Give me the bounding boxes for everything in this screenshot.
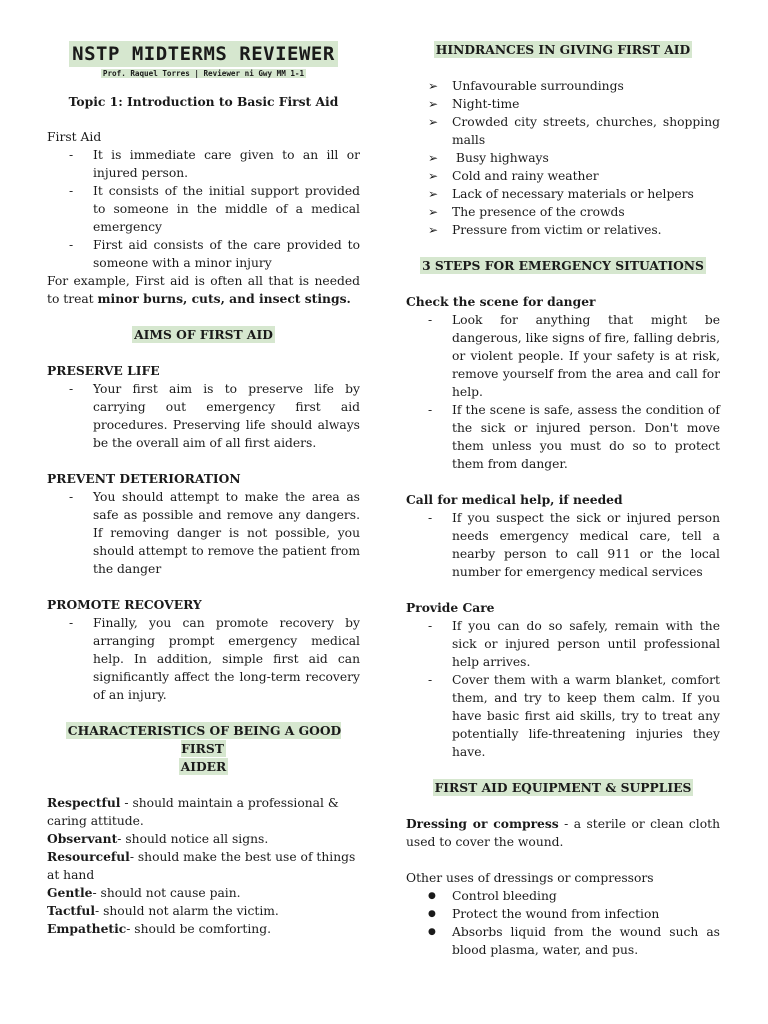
arrow-bullet-icon: ➢ [428,169,439,183]
section-title: PRESERVE LIFE [47,363,160,378]
list-item: ➢ Pressure from victim or relatives. [428,223,662,237]
arrow-bullet-icon: ➢ [428,151,439,165]
list-item: - Cover them with a warm blanket, comfort them, and try to keep them calm. If you have basic first aid skills, try to treat any potentially life-threatening injuries they have. [406,671,720,761]
section-title: PROMOTE RECOVERY [47,597,202,612]
section-title: Provide Care [406,600,495,615]
list-item: ➢ Cold and rainy weather [428,169,599,183]
section-title: PREVENT DETERIORATION [47,471,241,486]
list-item: - It consists of the initial support provided to someone in the middle of a medical emergency [47,182,360,236]
document-subtitle: Prof. Raquel Torres | Reviewer ni Gwy MM 1-1 [102,69,305,78]
characteristic-item: Observant- should notice all signs. [47,831,269,846]
characteristic-item: Resourceful- should make the best use of things at hand [47,849,356,882]
list-item: ➢ Night-time [428,97,520,111]
characteristic-item: Tactful- should not alarm the victim. [47,903,279,918]
section-title: Call for medical help, if needed [406,492,623,507]
arrow-bullet-icon: ➢ [428,79,439,93]
arrow-bullet-icon: ➢ [428,223,439,237]
list-item: ➢ Unfavourable surroundings [428,79,624,93]
arrow-bullet-icon: ➢ [428,205,439,219]
document-title: NSTP MIDTERMS REVIEWER [69,41,338,67]
hindrances-list [406,77,720,239]
arrow-bullet-icon: ➢ [428,97,439,111]
characteristic-item: Respectful - should maintain a professional & caring attitude. [47,795,339,828]
uses-list [406,887,720,959]
list-item: ➢ Crowded city streets, churches, shopping malls [428,115,720,147]
list-item: - It is immediate care given to an ill or injured person. [47,146,360,182]
characteristic-item: Empathetic- should be comforting. [47,921,271,936]
first-aid-example: For example, First aid is often all that is needed to treat minor burns, cuts, and insect stings. [47,274,360,306]
other-uses-label: Other uses of dressings or compressors [406,871,654,885]
list-item: - Your first aim is to preserve life by carrying out emergency first aid procedures. Preserving life should always be the overall aim of all first aiders. [47,380,360,452]
dressing-definition: Dressing or compress - a sterile or clean cloth used to cover the wound. [406,816,720,849]
list-item: - You should attempt to make the area as safe as possible and remove any dangers. If removing danger is not possible, you should attempt to remove the patient from the danger [47,488,360,578]
list-item: - If the scene is safe, assess the condition of the sick or injured person. Don't move them unless you must do so to protect them from danger. [406,401,720,473]
hindrances-heading: HINDRANCES IN GIVING FIRST AID [435,42,691,57]
list-item: ➢ The presence of the crowds [428,205,625,219]
right-column [406,41,720,959]
list-item: - Finally, you can promote recovery by arranging prompt emergency medical help. In addition, simple first aid can significantly affect the long-term recovery of an injury. [47,614,360,704]
characteristics-heading-line1: CHARACTERISTICS OF BEING A GOOD FIRST [67,723,342,756]
steps-heading: 3 STEPS FOR EMERGENCY SITUATIONS [422,258,704,273]
characteristics-heading-line2: AIDER [180,759,227,774]
list-item: ● Protect the wound from infection [406,905,720,923]
section-title: Check the scene for danger [406,294,596,309]
list-item: - If you can do so safely, remain with the sick or injured person until professional help arrives. [406,617,720,671]
equipment-heading: FIRST AID EQUIPMENT & SUPPLIES [434,780,692,795]
characteristic-item: Gentle- should not cause pain. [47,885,241,900]
list-item: - If you suspect the sick or injured person needs emergency medical care, tell a nearby person to call 911 or the local number for emergency medical services [406,509,720,581]
aims-heading: AIMS OF FIRST AID [134,327,273,342]
list-item: ➢ Busy highways [428,151,549,165]
topic-heading: Topic 1: Introduction to Basic First Aid [68,94,339,109]
list-item: ● Absorbs liquid from the wound such as blood plasma, water, and pus. [406,923,720,959]
first-aid-list [47,146,360,272]
arrow-bullet-icon: ➢ [428,115,439,129]
list-item: ● Control bleeding [406,887,720,905]
list-item: - Look for anything that might be dangerous, like signs of fire, falling debris, or violent people. If your safety is at risk, remove yourself from the area and call for help. [406,311,720,401]
left-column [47,41,360,938]
list-item: - First aid consists of the care provided to someone with a minor injury [47,236,360,272]
arrow-bullet-icon: ➢ [428,187,439,201]
list-item: ➢ Lack of necessary materials or helpers [428,187,694,201]
first-aid-label: First Aid [47,130,102,144]
